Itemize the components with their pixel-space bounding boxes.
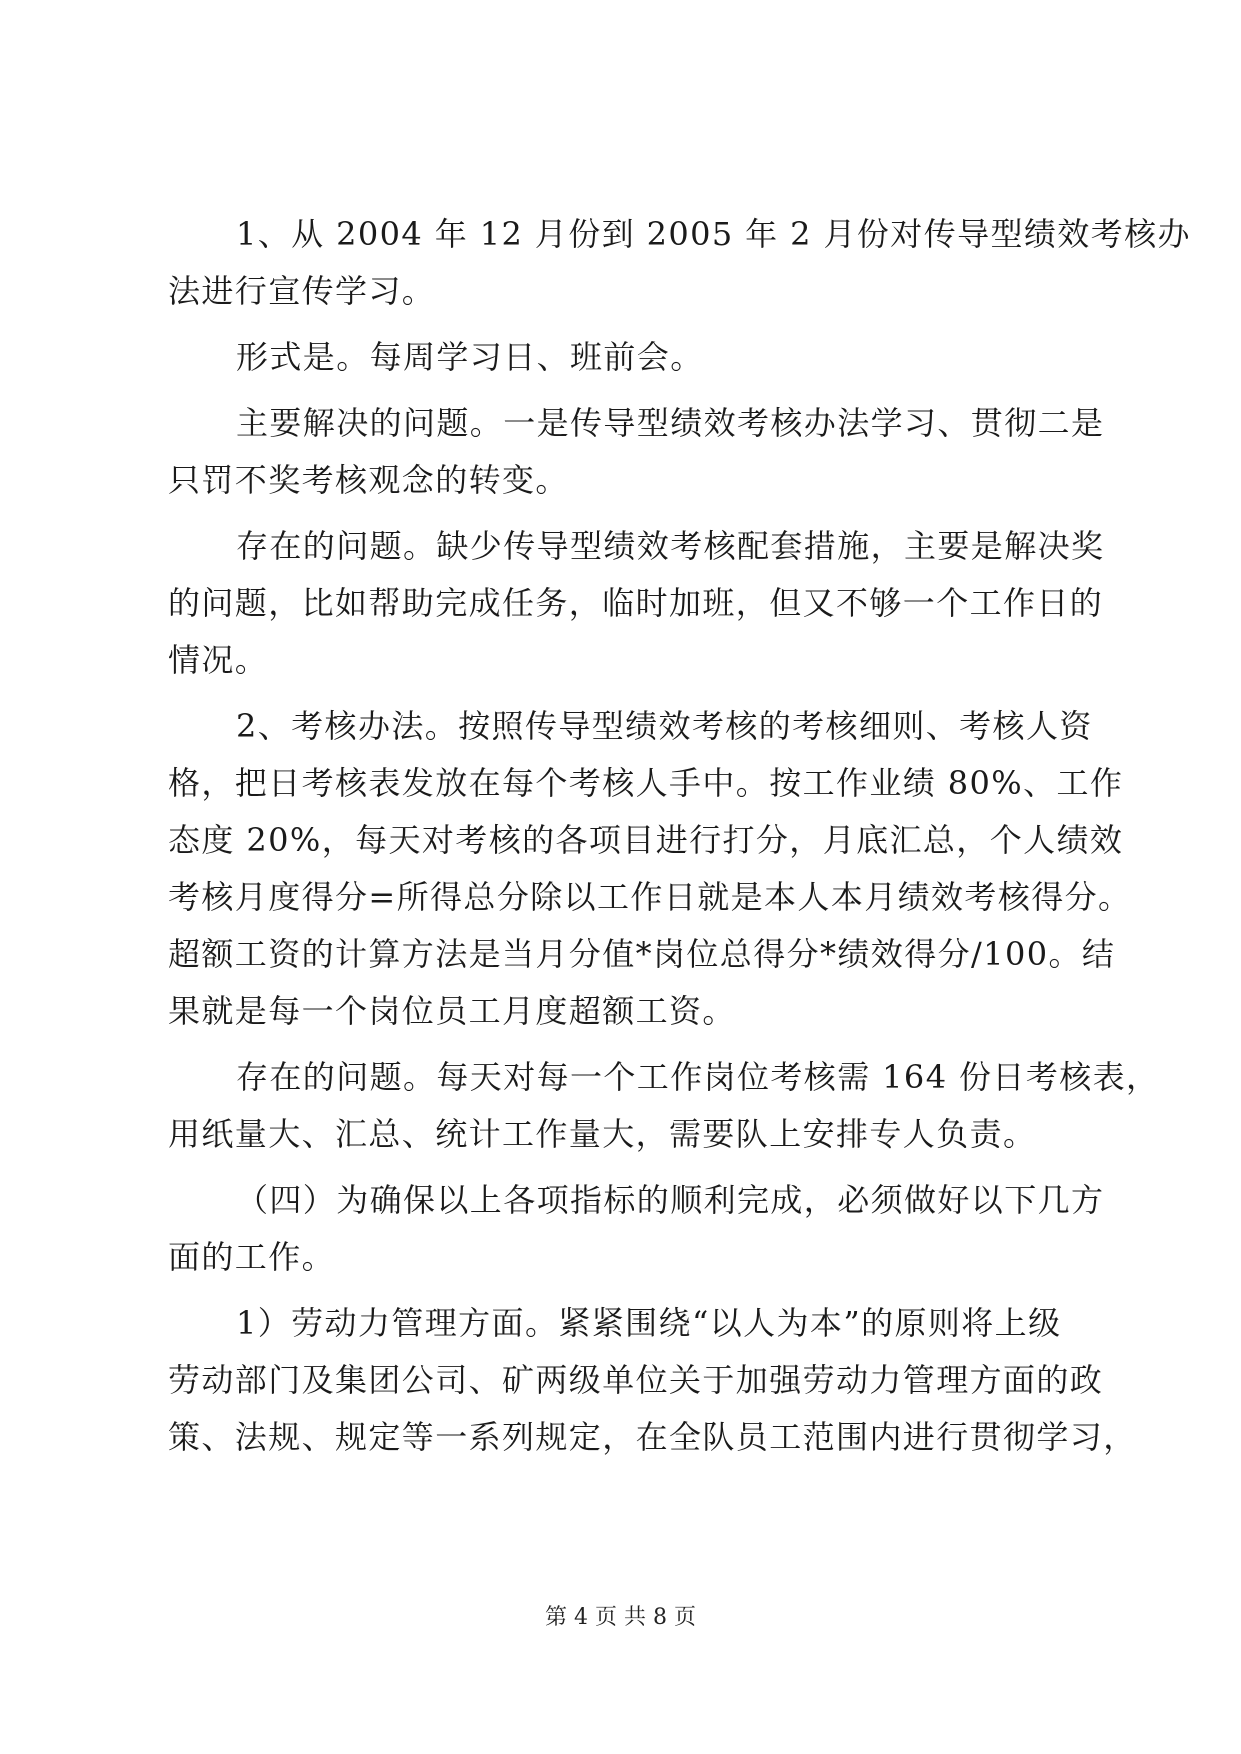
text-line: 形式是。每周学习日、班前会。 (236, 338, 704, 376)
text-line: 面的工作。 (168, 1238, 336, 1276)
text-line: 1）劳动力管理方面。紧紧围绕“以人为本”的原则将上级 (236, 1304, 1062, 1342)
text-line: 存在的问题。每天对每一个工作岗位考核需 164 份日考核表， (236, 1058, 1160, 1096)
text-line: 用纸量大、汇总、统计工作量大，需要队上安排专人负责。 (168, 1115, 1037, 1153)
text-line: 2、考核办法。按照传导型绩效考核的考核细则、考核人资 (236, 707, 1093, 745)
text-line: 只罚不奖考核观念的转变。 (168, 461, 569, 499)
text-line: 果就是每一个岗位员工月度超额工资。 (168, 992, 736, 1030)
text-line: 格，把日考核表发放在每个考核人手中。按工作业绩 80%、工作 (168, 764, 1124, 802)
text-line: 1、从 2004 年 12 月份到 2005 年 2 月份对传导型绩效考核办 (236, 215, 1191, 253)
text-line: 劳动部门及集团公司、矿两级单位关于加强劳动力管理方面的政 (168, 1361, 1104, 1399)
text-line: 考核月度得分=所得总分除以工作日就是本人本月绩效考核得分。 (168, 878, 1132, 916)
text-line: 的问题，比如帮助完成任务，临时加班，但又不够一个工作日的 (168, 584, 1104, 622)
text-line: 策、法规、规定等一系列规定，在全队员工范围内进行贯彻学习， (168, 1418, 1137, 1456)
text-line: 态度 20%，每天对考核的各项目进行打分，月底汇总，个人绩效 (168, 821, 1124, 859)
text-line: 超额工资的计算方法是当月分值*岗位总得分*绩效得分/100。结 (168, 935, 1116, 973)
page-number-footer: 第 4 页 共 8 页 (545, 1605, 696, 1630)
text-line: （四）为确保以上各项指标的顺利完成，必须做好以下几方 (236, 1181, 1105, 1219)
text-line: 存在的问题。缺少传导型绩效考核配套措施，主要是解决奖 (236, 527, 1105, 565)
text-line: 法进行宣传学习。 (168, 272, 436, 310)
text-line: 情况。 (168, 641, 269, 679)
text-line: 主要解决的问题。一是传导型绩效考核办法学习、贯彻二是 (236, 404, 1105, 442)
